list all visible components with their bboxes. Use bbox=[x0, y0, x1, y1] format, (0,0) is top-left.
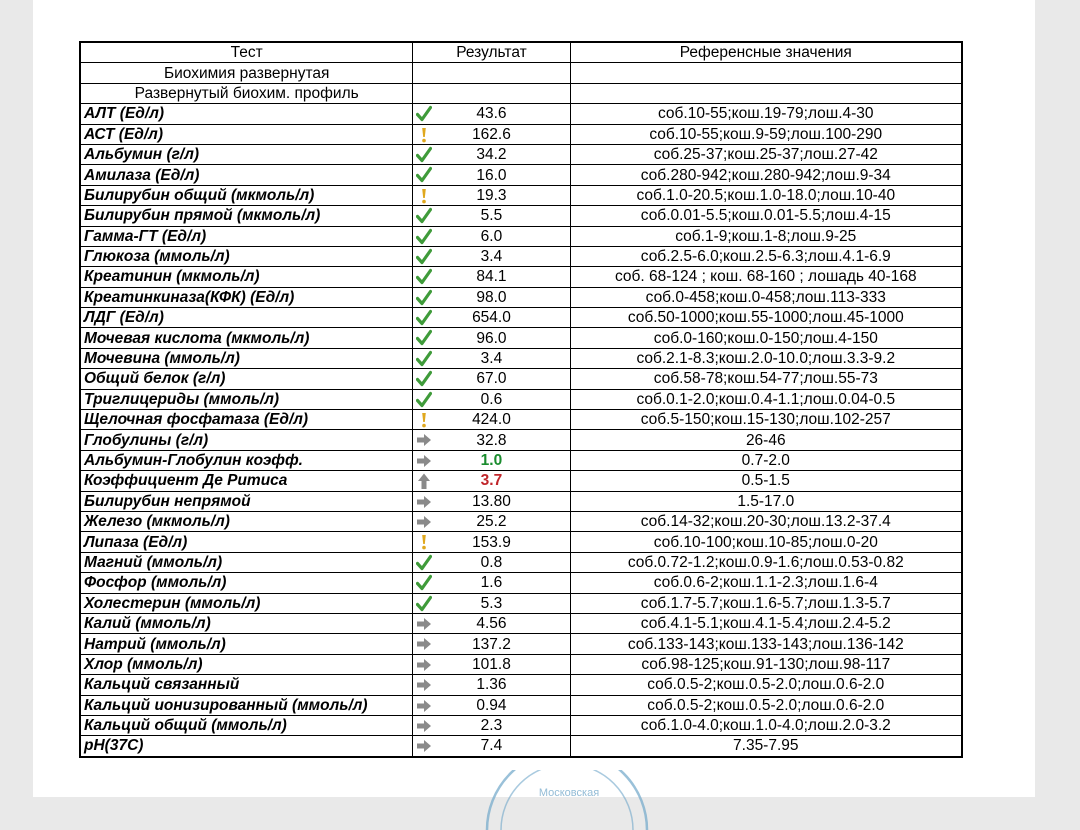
reference-range: соб.10-100;кош.10-85;лош.0-20 bbox=[570, 532, 962, 552]
result-value: 0.94 bbox=[476, 696, 507, 714]
table-row bbox=[80, 695, 962, 715]
result-value: 34.2 bbox=[476, 146, 507, 164]
test-name: Мочевина (ммоль/л) bbox=[80, 348, 413, 368]
reference-range: соб.50-1000;кош.55-1000;лош.45-1000 bbox=[570, 308, 962, 328]
reference-range: соб.2.5-6.0;кош.2.5-6.3;лош.4.1-6.9 bbox=[570, 246, 962, 266]
table-row bbox=[80, 246, 962, 266]
test-name: АЛТ (Ед/л) bbox=[80, 104, 413, 124]
header-result: Результат bbox=[413, 42, 570, 63]
table-row bbox=[80, 654, 962, 674]
table-row bbox=[80, 491, 962, 511]
result-value: 16.0 bbox=[476, 166, 507, 184]
table-row bbox=[80, 634, 962, 654]
result-value: 0.6 bbox=[480, 390, 503, 408]
table-row bbox=[80, 715, 962, 735]
table-row bbox=[80, 430, 962, 450]
result-value: 6.0 bbox=[480, 227, 503, 245]
green-check-icon bbox=[416, 207, 432, 225]
test-name: Калий (ммоль/л) bbox=[80, 613, 413, 633]
test-name: Билирубин прямой (мкмоль/л) bbox=[80, 206, 413, 226]
yellow-exclamation-icon bbox=[416, 533, 432, 551]
table-row bbox=[80, 144, 962, 164]
reference-range: 0.7-2.0 bbox=[570, 450, 962, 470]
test-name: Кальций связанный bbox=[80, 675, 413, 695]
test-name: ЛДГ (Ед/л) bbox=[80, 308, 413, 328]
result-value: 3.7 bbox=[480, 472, 503, 490]
result-cell bbox=[413, 471, 570, 491]
test-name: Щелочная фосфатаза (Ед/л) bbox=[80, 410, 413, 430]
green-check-icon bbox=[416, 146, 432, 164]
test-name: Альбумин (г/л) bbox=[80, 144, 413, 164]
result-cell bbox=[413, 511, 570, 531]
section-profile-title: Развернутый биохим. профиль bbox=[80, 83, 413, 103]
test-name: Глюкоза (ммоль/л) bbox=[80, 246, 413, 266]
result-value: 96.0 bbox=[476, 329, 507, 347]
result-value: 1.6 bbox=[480, 574, 503, 592]
result-cell bbox=[413, 226, 570, 246]
reference-range: 7.35-7.95 bbox=[570, 736, 962, 757]
table-row bbox=[80, 328, 962, 348]
result-value: 1.0 bbox=[480, 452, 503, 469]
result-value: 654.0 bbox=[472, 309, 511, 327]
table-row bbox=[80, 511, 962, 531]
test-name: Альбумин-Глобулин коэфф. bbox=[80, 450, 413, 470]
result-cell bbox=[413, 308, 570, 328]
test-name: Липаза (Ед/л) bbox=[80, 532, 413, 552]
result-value: 3.4 bbox=[480, 248, 503, 266]
result-cell bbox=[413, 573, 570, 593]
result-value: 2.3 bbox=[480, 717, 503, 735]
result-cell bbox=[413, 328, 570, 348]
reference-range: соб.98-125;кош.91-130;лош.98-117 bbox=[570, 654, 962, 674]
result-cell bbox=[413, 389, 570, 409]
test-name: Триглицериды (ммоль/л) bbox=[80, 389, 413, 409]
green-check-icon bbox=[416, 391, 432, 409]
result-cell bbox=[413, 369, 570, 389]
result-cell bbox=[413, 144, 570, 164]
section-panel-title: Биохимия развернутая bbox=[80, 63, 413, 83]
test-name: Гамма-ГТ (Ед/л) bbox=[80, 226, 413, 246]
table-row bbox=[80, 104, 962, 124]
report-page bbox=[33, 0, 1035, 797]
gray-arrow-right-icon bbox=[416, 676, 432, 694]
result-cell bbox=[413, 206, 570, 226]
result-cell bbox=[413, 246, 570, 266]
gray-arrow-up-icon bbox=[416, 472, 432, 490]
test-name: Мочевая кислота (мкмоль/л) bbox=[80, 328, 413, 348]
reference-range: соб.5-150;кош.15-130;лош.102-257 bbox=[570, 410, 962, 430]
result-cell bbox=[413, 552, 570, 572]
result-value: 101.8 bbox=[472, 655, 511, 673]
table-row bbox=[80, 369, 962, 389]
green-check-icon bbox=[416, 554, 432, 572]
green-check-icon bbox=[416, 329, 432, 347]
gray-arrow-right-icon bbox=[416, 656, 432, 674]
reference-range: соб.10-55;кош.9-59;лош.100-290 bbox=[570, 124, 962, 144]
result-cell bbox=[413, 654, 570, 674]
test-name: Общий белок (г/л) bbox=[80, 369, 413, 389]
section-row-panel bbox=[80, 63, 962, 83]
result-cell bbox=[413, 736, 570, 757]
test-name: Креатинин (мкмоль/л) bbox=[80, 267, 413, 287]
stamp-text: Московская bbox=[538, 787, 600, 799]
reference-range: соб. 68-124 ; кош. 68-160 ; лошадь 40-168 bbox=[570, 267, 962, 287]
reference-range: соб.1.0-4.0;кош.1.0-4.0;лош.2.0-3.2 bbox=[570, 715, 962, 735]
table-row bbox=[80, 165, 962, 185]
result-value: 153.9 bbox=[472, 533, 511, 551]
test-name: Билирубин непрямой bbox=[80, 491, 413, 511]
reference-range: соб.0-458;кош.0-458;лош.113-333 bbox=[570, 287, 962, 307]
table-row bbox=[80, 552, 962, 572]
result-cell bbox=[413, 165, 570, 185]
reference-range: соб.0.01-5.5;кош.0.01-5.5;лош.4-15 bbox=[570, 206, 962, 226]
result-value: 162.6 bbox=[472, 125, 511, 143]
result-cell bbox=[413, 532, 570, 552]
reference-range: соб.10-55;кош.19-79;лош.4-30 bbox=[570, 104, 962, 124]
gray-arrow-right-icon bbox=[416, 493, 432, 511]
test-name: Коэффициент Де Ритиса bbox=[80, 471, 413, 491]
result-cell bbox=[413, 287, 570, 307]
header-test: Тест bbox=[80, 42, 413, 63]
result-cell bbox=[413, 491, 570, 511]
result-value: 7.4 bbox=[480, 737, 503, 755]
result-cell bbox=[413, 695, 570, 715]
test-name: Амилаза (Ед/л) bbox=[80, 165, 413, 185]
reference-range: соб.1.0-20.5;кош.1.0-18.0;лош.10-40 bbox=[570, 185, 962, 205]
result-value: 0.8 bbox=[480, 553, 503, 571]
reference-range: соб.280-942;кош.280-942;лош.9-34 bbox=[570, 165, 962, 185]
result-cell bbox=[413, 104, 570, 124]
reference-range: 1.5-17.0 bbox=[570, 491, 962, 511]
reference-range: 0.5-1.5 bbox=[570, 471, 962, 491]
result-value: 137.2 bbox=[472, 635, 511, 653]
header-reference: Референсные значения bbox=[570, 42, 962, 63]
test-name: Креатинкиназа(КФК) (Ед/л) bbox=[80, 287, 413, 307]
test-name: Натрий (ммоль/л) bbox=[80, 634, 413, 654]
green-check-icon bbox=[416, 166, 432, 184]
green-check-icon bbox=[416, 595, 432, 613]
green-check-icon bbox=[416, 370, 432, 388]
table-row bbox=[80, 573, 962, 593]
yellow-exclamation-icon bbox=[416, 126, 432, 144]
result-cell bbox=[413, 410, 570, 430]
table-row bbox=[80, 287, 962, 307]
table-row bbox=[80, 226, 962, 246]
result-value: 4.56 bbox=[476, 615, 507, 633]
result-value: 43.6 bbox=[476, 105, 507, 123]
table-row bbox=[80, 124, 962, 144]
table-row bbox=[80, 471, 962, 491]
gray-arrow-right-icon bbox=[416, 431, 432, 449]
test-name: Билирубин общий (мкмоль/л) bbox=[80, 185, 413, 205]
reference-range: соб.2.1-8.3;кош.2.0-10.0;лош.3.3-9.2 bbox=[570, 348, 962, 368]
result-value: 1.36 bbox=[476, 676, 507, 694]
table-row bbox=[80, 389, 962, 409]
reference-range: соб.0-160;кош.0-150;лош.4-150 bbox=[570, 328, 962, 348]
reference-range: соб.4.1-5.1;кош.4.1-5.4;лош.2.4-5.2 bbox=[570, 613, 962, 633]
lab-results-table bbox=[79, 41, 963, 758]
result-cell bbox=[413, 348, 570, 368]
result-value: 5.3 bbox=[480, 594, 503, 612]
result-cell bbox=[413, 124, 570, 144]
test-name: Фосфор (ммоль/л) bbox=[80, 573, 413, 593]
green-check-icon bbox=[416, 105, 432, 123]
reference-range: соб.133-143;кош.133-143;лош.136-142 bbox=[570, 634, 962, 654]
table-row bbox=[80, 450, 962, 470]
test-name: Глобулины (г/л) bbox=[80, 430, 413, 450]
table-row bbox=[80, 206, 962, 226]
reference-range: соб.25-37;кош.25-37;лош.27-42 bbox=[570, 144, 962, 164]
result-value: 67.0 bbox=[476, 370, 507, 388]
test-name: Магний (ммоль/л) bbox=[80, 552, 413, 572]
result-value: 3.4 bbox=[480, 350, 503, 368]
test-name: Хлор (ммоль/л) bbox=[80, 654, 413, 674]
table-row bbox=[80, 593, 962, 613]
result-value: 25.2 bbox=[476, 513, 507, 531]
green-check-icon bbox=[416, 228, 432, 246]
table-row bbox=[80, 532, 962, 552]
table-row bbox=[80, 308, 962, 328]
table-row bbox=[80, 613, 962, 633]
result-cell bbox=[413, 613, 570, 633]
table-header-row bbox=[80, 42, 962, 63]
gray-arrow-right-icon bbox=[416, 635, 432, 653]
result-cell bbox=[413, 634, 570, 654]
result-cell bbox=[413, 450, 570, 470]
green-check-icon bbox=[416, 248, 432, 266]
reference-range: 26-46 bbox=[570, 430, 962, 450]
gray-arrow-right-icon bbox=[416, 737, 432, 755]
reference-range: соб.0.5-2;кош.0.5-2.0;лош.0.6-2.0 bbox=[570, 695, 962, 715]
test-name: pH(37C) bbox=[80, 736, 413, 757]
gray-arrow-right-icon bbox=[416, 513, 432, 531]
test-name: АСТ (Ед/л) bbox=[80, 124, 413, 144]
section-row-profile bbox=[80, 83, 962, 103]
green-check-icon bbox=[416, 574, 432, 592]
green-check-icon bbox=[416, 309, 432, 327]
reference-range: соб.0.6-2;кош.1.1-2.3;лош.1.6-4 bbox=[570, 573, 962, 593]
yellow-exclamation-icon bbox=[416, 187, 432, 205]
test-name: Холестерин (ммоль/л) bbox=[80, 593, 413, 613]
table-row bbox=[80, 267, 962, 287]
table-row bbox=[80, 348, 962, 368]
table-row bbox=[80, 675, 962, 695]
result-value: 84.1 bbox=[476, 268, 507, 286]
yellow-exclamation-icon bbox=[416, 411, 432, 429]
result-value: 19.3 bbox=[476, 186, 507, 204]
reference-range: соб.1-9;кош.1-8;лош.9-25 bbox=[570, 226, 962, 246]
gray-arrow-right-icon bbox=[416, 615, 432, 633]
reference-range: соб.14-32;кош.20-30;лош.13.2-37.4 bbox=[570, 511, 962, 531]
test-name: Железо (мкмоль/л) bbox=[80, 511, 413, 531]
result-value: 5.5 bbox=[480, 207, 503, 225]
reference-range: соб.0.5-2;кош.0.5-2.0;лош.0.6-2.0 bbox=[570, 675, 962, 695]
table-row bbox=[80, 410, 962, 430]
result-cell bbox=[413, 430, 570, 450]
reference-range: соб.0.72-1.2;кош.0.9-1.6;лош.0.53-0.82 bbox=[570, 552, 962, 572]
green-check-icon bbox=[416, 350, 432, 368]
reference-range: соб.1.7-5.7;кош.1.6-5.7;лош.1.3-5.7 bbox=[570, 593, 962, 613]
green-check-icon bbox=[416, 289, 432, 307]
result-value: 424.0 bbox=[472, 411, 511, 429]
result-cell bbox=[413, 715, 570, 735]
result-cell bbox=[413, 675, 570, 695]
test-name: Кальций ионизированный (ммоль/л) bbox=[80, 695, 413, 715]
gray-arrow-right-icon bbox=[416, 697, 432, 715]
result-value: 98.0 bbox=[476, 288, 507, 306]
reference-range: соб.58-78;кош.54-77;лош.55-73 bbox=[570, 369, 962, 389]
gray-arrow-right-icon bbox=[416, 452, 432, 470]
result-value: 32.8 bbox=[476, 431, 507, 449]
table-row bbox=[80, 185, 962, 205]
reference-range: соб.0.1-2.0;кош.0.4-1.1;лош.0.04-0.5 bbox=[570, 389, 962, 409]
stamp-seal-icon bbox=[477, 770, 657, 830]
gray-arrow-right-icon bbox=[416, 717, 432, 735]
result-cell bbox=[413, 267, 570, 287]
result-cell bbox=[413, 185, 570, 205]
result-value: 13.80 bbox=[472, 492, 511, 510]
test-name: Кальций общий (ммоль/л) bbox=[80, 715, 413, 735]
green-check-icon bbox=[416, 268, 432, 286]
result-cell bbox=[413, 593, 570, 613]
table-row bbox=[80, 736, 962, 757]
